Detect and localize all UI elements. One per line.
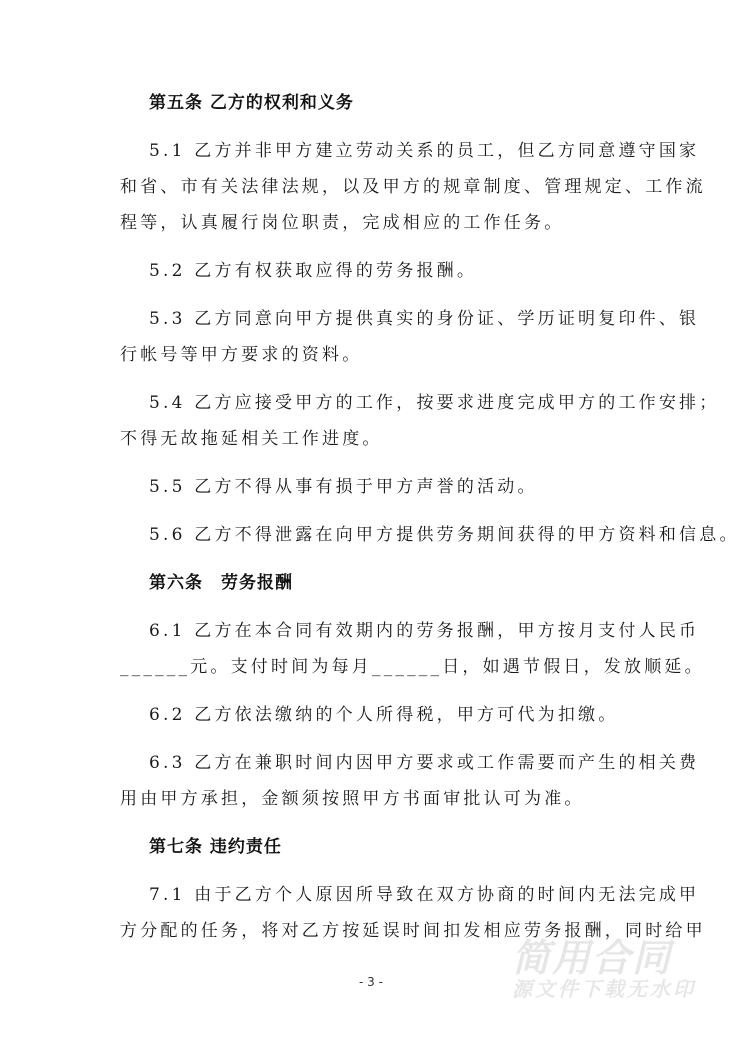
clause-5-4-line-1: 5.4 乙方应接受甲方的工作，按要求进度完成甲方的工作安排；: [149, 393, 720, 413]
clause-5-1-line-2: 和省、市有关法律法规，以及甲方的规章制度、管理规定、工作流: [120, 177, 706, 197]
clause-7-1-line-1: 7.1 由于乙方个人原因所导致在双方协商的时间内无法完成甲: [149, 885, 700, 905]
clause-6-1-line-2: ______元。支付时间为每月______日，如遇节假日，发放顺延。: [120, 657, 705, 677]
page-number: - 3 -: [359, 975, 383, 989]
clause-7-1-line-2: 方分配的任务，将对乙方按延误时间扣发相应劳务报酬，同时给甲: [120, 921, 706, 941]
clause-6-1-line-1: 6.1 乙方在本合同有效期内的劳务报酬，甲方按月支付人民币: [149, 621, 700, 641]
clause-6-3-line-2: 用由甲方承担，金额须按照甲方书面审批认可为准。: [120, 789, 585, 809]
clause-5-1-line-3: 程等，认真履行岗位职责，完成相应的工作任务。: [120, 213, 565, 233]
section-heading-5: 第五条 乙方的权利和义务: [149, 93, 354, 113]
clause-5-4-line-2: 不得无故拖延相关工作进度。: [120, 429, 383, 449]
clause-6-2: 6.2 乙方依法缴纳的个人所得税，甲方可代为扣缴。: [149, 705, 619, 725]
section-heading-7: 第七条 违约责任: [149, 837, 282, 857]
clause-5-1-line-1: 5.1 乙方并非甲方建立劳动关系的员工，但乙方同意遵守国家: [149, 141, 700, 161]
clause-5-2: 5.2 乙方有权获取应得的劳务报酬。: [149, 261, 478, 281]
watermark-title: 简用合同: [512, 936, 673, 980]
watermark-subtitle: 源文件下载无水印: [512, 977, 696, 1001]
clause-5-6: 5.6 乙方不得泄露在向甲方提供劳务期间获得的甲方资料和信息。: [149, 525, 740, 545]
section-heading-6: 第六条 劳务报酬: [149, 573, 293, 593]
clause-5-5: 5.5 乙方不得从事有损于甲方声誉的活动。: [149, 477, 538, 497]
clause-5-3-line-1: 5.3 乙方同意向甲方提供真实的身份证、学历证明复印件、银: [149, 309, 700, 329]
clause-6-3-line-1: 6.3 乙方在兼职时间内因甲方要求或工作需要而产生的相关费: [149, 753, 700, 773]
clause-5-3-line-2: 行帐号等甲方要求的资料。: [120, 345, 363, 365]
